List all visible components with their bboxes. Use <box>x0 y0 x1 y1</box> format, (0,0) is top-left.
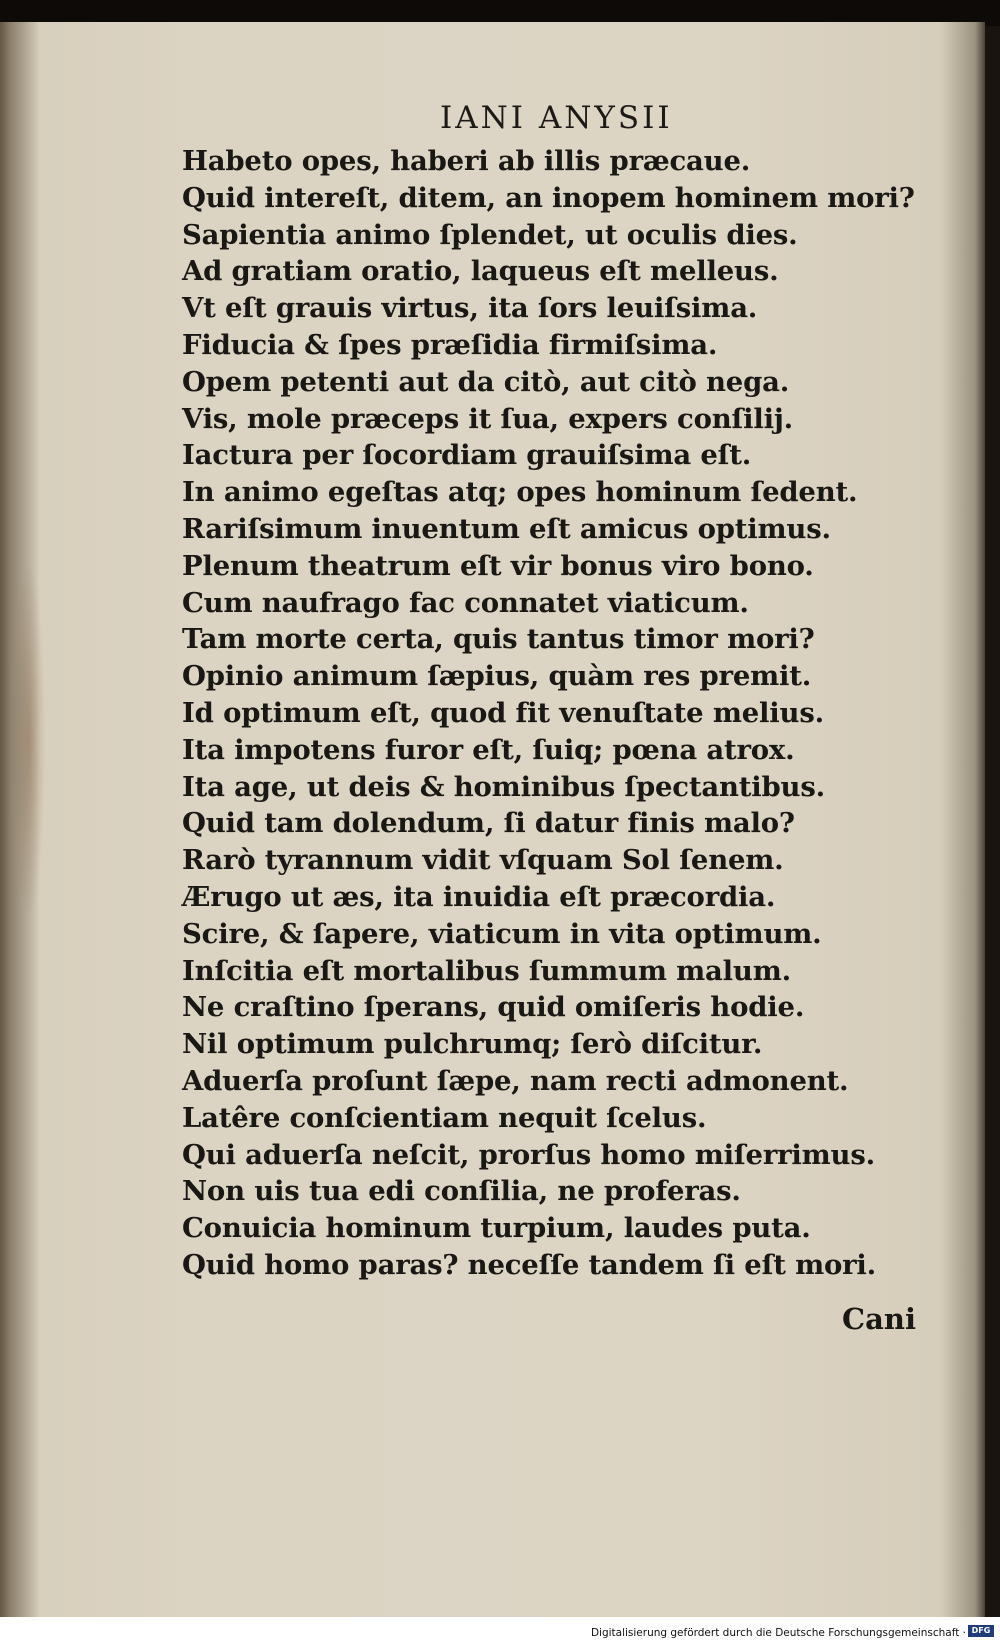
text-line: Nil optimum pulchrumq; ſerò diſcitur. <box>182 1028 763 1061</box>
text-line: Fiducia & ſpes præſidia firmiſsima. <box>182 328 718 361</box>
text-line: Rarò tyrannum vidit vſquam Sol ſenem. <box>182 844 784 877</box>
text-line: In animo egeſtas atq; opes hominum ſedent. <box>182 476 858 509</box>
dfg-logo: DFG <box>968 1625 994 1637</box>
paper-stain <box>12 560 46 920</box>
text-line: Ad gratiam oratio, laqueus eſt melleus. <box>182 255 779 288</box>
text-line: Ita age, ut deis & hominibus ſpectantibus. <box>182 770 825 803</box>
text-line: Opem petenti aut da citò, aut citò nega. <box>182 365 790 398</box>
text-line: Ita impotens furor eſt, ſuiq; pœna atrox. <box>182 733 795 766</box>
text-line: Quid intereſt, ditem, an inopem hominem mori? <box>182 181 915 214</box>
text-line: Plenum theatrum eſt vir bonus viro bono. <box>182 549 814 582</box>
text-line: Latêre conſcientiam nequit ſcelus. <box>182 1101 707 1134</box>
text-line: Vis, mole præceps it ſua, expers conſilij. <box>182 402 793 435</box>
text-line: Scire, & ſapere, viaticum in vita optimum. <box>182 917 822 950</box>
running-head: IANI ANYSII <box>440 100 673 136</box>
text-line: Id optimum eſt, quod fit venuſtate melius. <box>182 696 824 729</box>
text-line: Cum naufrago fac connatet viaticum. <box>182 586 749 619</box>
text-line: Qui aduerſa neſcit, prorſus homo miſerrimus. <box>182 1138 876 1171</box>
text-line: Sapientia animo ſplendet, ut oculis dies. <box>182 218 798 251</box>
text-line: Quid homo paras? neceſſe tandem ſi eſt mori. <box>182 1248 877 1281</box>
catchword: Cani <box>842 1302 916 1336</box>
footer-credit: Digitalisierung gefördert durch die Deutsche Forschungsgemeinschaft · <box>590 1627 966 1639</box>
text-line: Vt eſt grauis virtus, ita ſors leuiſsima. <box>182 292 758 325</box>
text-line: Non uis tua edi conſilia, ne proferas. <box>182 1175 741 1208</box>
text-line: Tam morte certa, quis tantus timor mori? <box>182 623 815 656</box>
text-line: Habeto opes, haberi ab illis præcaue. <box>182 145 751 177</box>
text-line: Conuicia hominum turpium, laudes puta. <box>182 1212 811 1245</box>
text-line: Rariſsimum inuentum eſt amicus optimus. <box>182 512 831 545</box>
text-line: Ne craſtino ſperans, quid omiſeris hodie. <box>182 991 805 1024</box>
text-line: Aduerſa proſunt ſæpe, nam recti admonent. <box>182 1064 849 1097</box>
text-line: Quid tam dolendum, ſi datur finis malo? <box>182 807 795 840</box>
text-line: Inſcitia eſt mortalibus ſummum malum. <box>182 954 791 987</box>
text-line: Iactura per ſocordiam grauiſsima eſt. <box>182 439 752 472</box>
body-text <box>182 143 972 1284</box>
text-line: Ærugo ut æs, ita inuidia eſt præcordia. <box>182 880 776 913</box>
text-line: Opinio animum ſæpius, quàm res premit. <box>182 660 812 693</box>
